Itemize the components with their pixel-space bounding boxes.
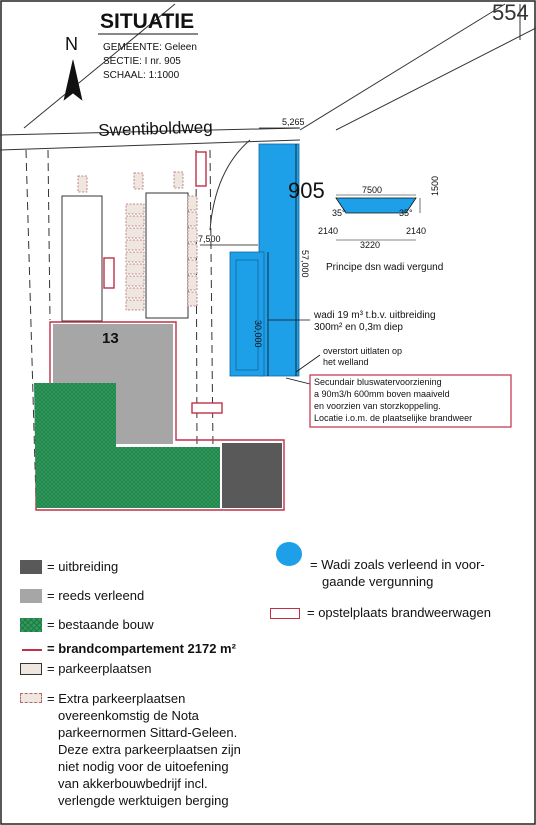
legend-extra-line-2: overeenkomstig de Nota xyxy=(58,708,199,723)
property-line xyxy=(26,150,36,500)
profile-height: 1500 xyxy=(430,175,440,196)
building-number: 13 xyxy=(102,330,119,347)
driveway-curve xyxy=(210,140,250,230)
road-edge xyxy=(0,140,300,150)
legend-swatch-brandcompartement xyxy=(22,649,42,651)
parcel-line xyxy=(336,28,536,130)
overstort-line-1: overstort uitlaten op xyxy=(323,346,403,356)
legend-swatch-wadi xyxy=(276,542,302,566)
legend-extra-line-7: verlengde werktuigen berging xyxy=(58,793,229,808)
overstort-line-2: het welland xyxy=(323,357,369,367)
legend-label-opstelplaats: = opstelplaats brandweerwagen xyxy=(307,605,491,620)
building-outline xyxy=(62,196,102,321)
legend-swatch-parkeerplaatsen xyxy=(20,663,42,675)
secundair-line-2: a 90m3/h 600mm boven maaiveld xyxy=(314,389,450,399)
profile-bottom: 3220 xyxy=(360,240,381,250)
leader-overstort xyxy=(296,355,320,372)
legend-label-reeds-verleend: = reeds verleend xyxy=(47,588,145,603)
wadi-note-2: 300m² en 0,3m diep xyxy=(314,322,403,333)
area-uitbreiding xyxy=(222,443,282,508)
dim-wadi-width-label: 30,000 xyxy=(253,320,263,348)
dim-top-label: 5,265 xyxy=(282,117,305,127)
legend-swatch-uitbreiding xyxy=(20,560,42,574)
dim-wadi-length-label: 57,000 xyxy=(300,250,310,278)
profile-top-width: 7500 xyxy=(362,185,383,195)
profile-angle-right: 35° xyxy=(399,208,413,218)
wadi-note-1: wadi 19 m³ t.b.v. uitbreiding xyxy=(314,310,436,321)
schaal-text: SCHAAL: 1:1000 xyxy=(103,70,180,81)
gemeente-text: GEMEENTE: Geleen xyxy=(103,42,197,53)
parcel-line xyxy=(300,4,505,130)
north-label: N xyxy=(65,34,78,54)
legend-extra-line-4: Deze extra parkeerplaatsen zijn xyxy=(58,742,241,757)
secundair-line-1: Secundair bluswatervoorziening xyxy=(314,377,442,387)
wadi-extension xyxy=(230,252,264,376)
legend-swatch-reeds-verleend xyxy=(20,589,42,603)
legend-wadi-line-1: = Wadi zoals verleend in voor- xyxy=(310,557,485,572)
legend-extra-line-6: van akkerbouwbedrijf incl. xyxy=(58,776,208,791)
profile-angle-left: 35° xyxy=(332,208,346,218)
profile-left: 2140 xyxy=(318,226,339,236)
legend-label-parkeerplaatsen: = parkeerplaatsen xyxy=(47,661,152,676)
secundair-line-4: Locatie i.o.m. de plaatselijke brandweer xyxy=(314,413,473,423)
legend-swatch-extra-parking xyxy=(20,693,42,703)
corner-parcel-number: 554 xyxy=(492,0,529,25)
legend-label-uitbreiding: = uitbreiding xyxy=(47,559,119,574)
property-line xyxy=(48,150,50,320)
legend-extra-line-1: = Extra parkeerplaatsen xyxy=(47,691,186,706)
legend-extra-line-5: niet nodig voor de uitoefening xyxy=(58,759,229,774)
secundair-line-3: en voorzien van storzkoppeling. xyxy=(314,401,441,411)
legend-swatch-opstelplaats xyxy=(270,608,300,619)
legend-swatch-bestaande-bouw xyxy=(20,618,42,632)
legend-extra-line-3: parkeernormen Sittard-Geleen. xyxy=(58,725,238,740)
leader-secundair xyxy=(286,378,310,384)
parcel-number: 905 xyxy=(288,178,325,203)
profile-right: 2140 xyxy=(406,226,427,236)
page-title: SITUATIE xyxy=(100,10,195,33)
street-name: Swentiboldweg xyxy=(98,117,213,140)
legend-label-brandcompartement: = brandcompartement 2172 m² xyxy=(47,641,236,656)
building-outline xyxy=(146,193,188,318)
legend-label-bestaande-bouw: = bestaande bouw xyxy=(47,617,154,632)
north-arrow xyxy=(64,60,82,100)
sectie-text: SECTIE: I nr. 905 xyxy=(103,56,181,67)
legend-wadi-line-2: gaande vergunning xyxy=(322,574,434,589)
profile-caption: Principe dsn wadi vergund xyxy=(326,262,444,273)
dim-left-label: 7,500 xyxy=(198,234,221,244)
